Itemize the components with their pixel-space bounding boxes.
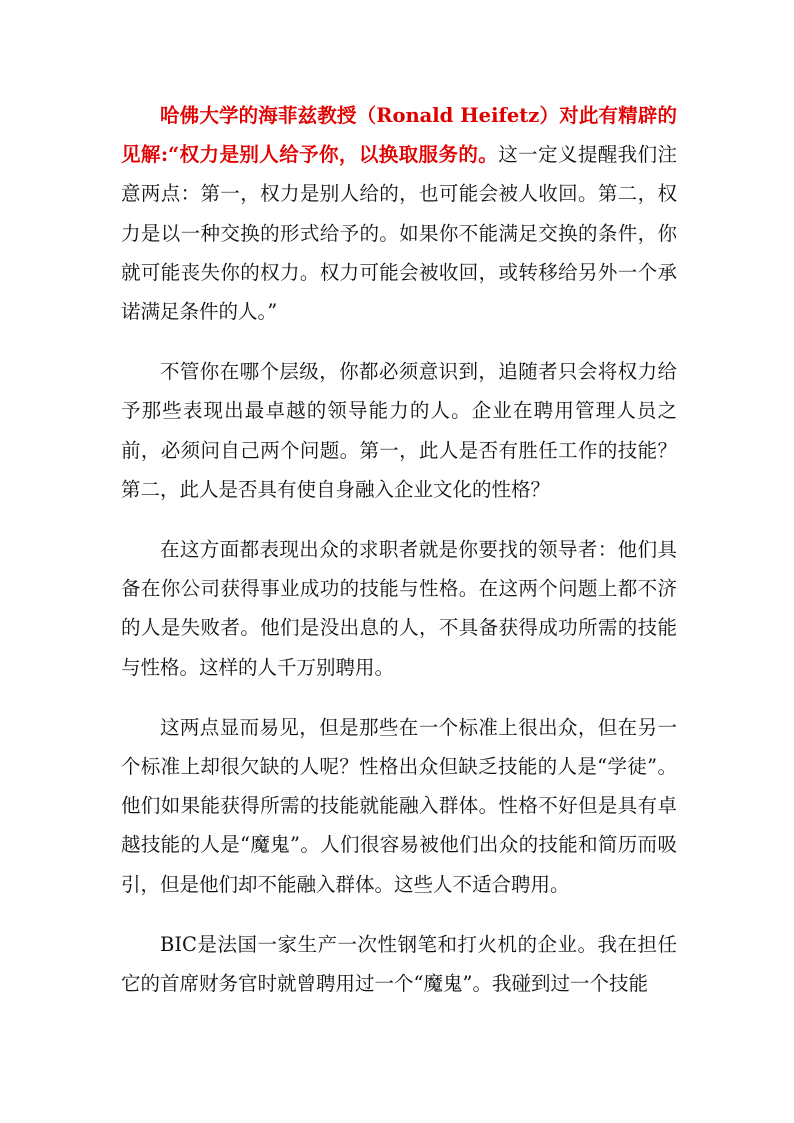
body-text <box>121 96 677 1024</box>
paragraph-1 <box>121 96 677 331</box>
paragraph-3: 在这方面都表现出众的求职者就是你要找的领导者：他们具备在你公司获得事业成功的技能与性格。在这两个问题上都不济的人是失败者。他们是没出息的人，不具备获得成功所需的技能与性格。这样的人千万别聘用。 <box>121 538 677 679</box>
paragraph-2: 不管你在哪个层级，你都必须意识到，追随者只会将权力给予那些表现出最卓越的领导能力的人。企业在聘用管理人员之前，必须问自己两个问题。第一，此人是否有胜任工作的技能？第二，此人是否具有使自身融入企业文化的性格？ <box>121 360 677 501</box>
paragraph-4: 这两点显而易见，但是那些在一个标准上很出众，但在另一个标准上却很欠缺的人呢？性格出众但缺乏技能的人是“学徒”。他们如果能获得所需的技能就能融入群体。性格不好但是具有卓越技能的人是“魔鬼”。人们很容易被他们出众的技能和简历而吸引，但是他们却不能融入群体。这些人不适合聘用。 <box>121 715 677 896</box>
paragraph-1-text: 这一定义提醒我们注意两点：第一，权力是别人给的，也可能会被人收回。第二，权力是以一种交换的形式给予的。如果你不能满足交换的条件，你就可能丧失你的权力。权力可能会被收回，或转移给另外一个承诺满足条件的人。” <box>121 143 677 324</box>
paragraph-5: BIC是法国一家生产一次性钢笔和打火机的企业。我在担任它的首席财务官时就曾聘用过一个“魔鬼”。我碰到过一个技能 <box>121 932 677 996</box>
highlighted-quote: 哈佛大学的海菲兹教授（Ronald Heifetz）对此有精辟的见解:“权力是别人给予你，以换取服务的。 <box>121 104 677 167</box>
